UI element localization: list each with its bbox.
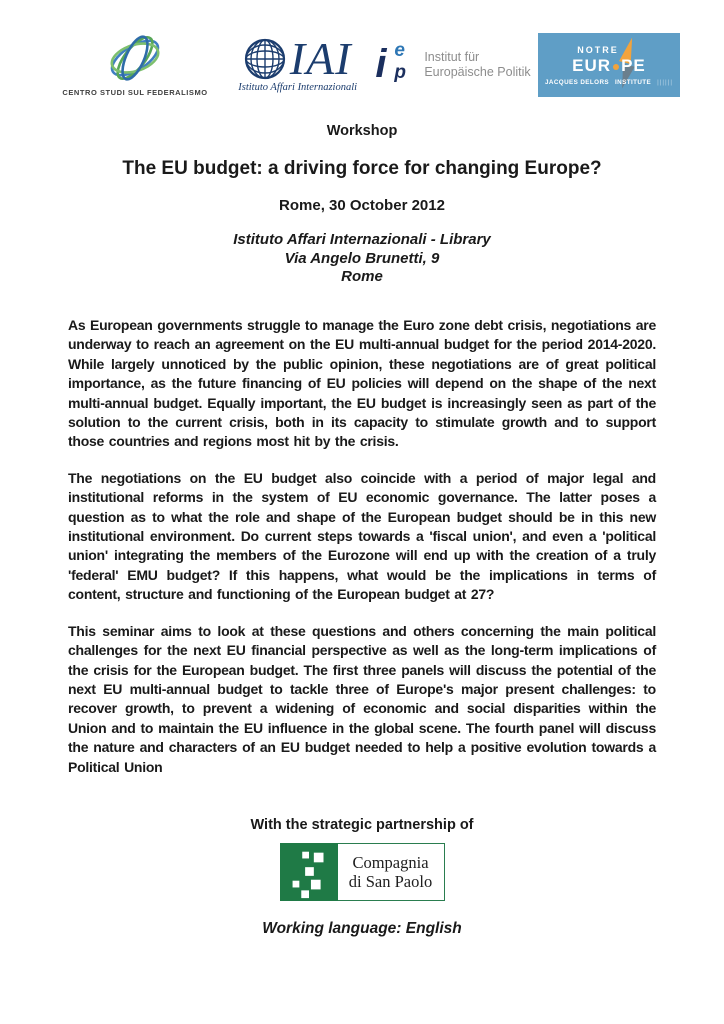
paragraph-2: The negotiations on the EU budget also coincide with a period of major legal and institutional reforms in the system of EU economic governance. The latter poses a question as to what the role and shape of the European budget should be in this new institutional environment. Do current steps towards a 'fiscal union', and even a 'political union' integrating the members of the Eurozone will end up with the creation of a truly 'federal' EMU budget? If this happens, what would be the implications in terms of content, structure and functioning of the European budget at 27? xyxy=(68,469,656,603)
notre-europe-main-left: EUR xyxy=(572,55,612,75)
notre-europe-ticks: |||||| xyxy=(657,78,673,86)
iai-logo-caption: Istituto Affari Internazionali xyxy=(238,81,358,93)
notre-europe-main-word xyxy=(572,56,646,76)
csf-logo xyxy=(50,33,220,97)
csf-globe-icon xyxy=(99,33,171,85)
compagnia-logo-textbox xyxy=(338,843,445,901)
compagnia-di-san-paolo-logo xyxy=(0,843,724,901)
compagnia-green-mark-icon xyxy=(280,843,338,901)
notre-europe-sub-left: JACQUES DELORS xyxy=(544,78,609,86)
paragraph-1: As European governments struggle to manage the Euro zone debt crisis, negotiations are underway to reach an agreement on the EU multi-annual budget for the period 2014-2020. While largely unnoticed by the public opinion, these negotiations are of great political importance, as the future financing of EU policies will depend on the shape of the next multi-annual budget. Equally important, the EU budget is increasingly seen as part of the solution to the current crisis, both in its capacity to stimulate growth and to support those countries and regions most hit by the crisis. xyxy=(68,317,656,450)
orange-dot-icon xyxy=(613,64,619,70)
iep-caption-line2: Europäische Politik xyxy=(424,65,531,79)
iai-logo xyxy=(223,32,373,93)
compagnia-logo-line1: Compagnia xyxy=(352,853,429,872)
event-date: Rome, 30 October 2012 xyxy=(279,197,445,214)
iai-globe-icon xyxy=(244,38,286,80)
compagnia-logo-line2: di San Paolo xyxy=(348,872,433,891)
page-title: The EU budget: a driving force for changing Europe? xyxy=(122,158,602,179)
paragraph-3: This seminar aims to look at these questions and others concerning the main political challenges for the next EU financial perspective as well as the long-term implications of the crisis for the European budget. The first three panels will discuss the potential of the next EU multi-annual budget to tackle three of Europe's major present challenges: to recover growth, to prevent a widening of economic and social disparities within the Union and to maintain the EU influence in the global scene. The fourth panel will discuss the nature and characters of an EU budget needed to help a positive evolution towards a Political Union xyxy=(68,622,656,775)
iep-caption-line1: Institut für xyxy=(424,49,480,64)
iep-glyph-p: p xyxy=(394,62,406,83)
workshop-kicker: Workshop xyxy=(326,123,398,139)
notre-europe-logo xyxy=(538,33,680,97)
notre-europe-sub-right: INSTITUTE xyxy=(615,78,652,86)
notre-europe-main-right: PE xyxy=(621,55,646,75)
iai-logo-top xyxy=(244,32,352,84)
iep-logo xyxy=(375,40,535,87)
event-venue xyxy=(0,231,724,287)
body-text xyxy=(68,316,656,794)
venue-line: Istituto Affari Internazionali - Library xyxy=(233,231,491,248)
csf-logo-caption: CENTRO STUDI SUL FEDERALISMO xyxy=(62,88,208,97)
venue-line: Via Angelo Brunetti, 9 xyxy=(284,249,440,267)
working-language-note: Working language: English xyxy=(262,920,462,937)
partnership-intro: With the strategic partnership of xyxy=(250,817,474,833)
header-logo-row xyxy=(50,26,680,104)
iep-glyph-e: e xyxy=(394,40,405,61)
notre-europe-subtitle xyxy=(545,79,673,86)
venue-line: Rome xyxy=(341,268,383,285)
compagnia-logo-inner xyxy=(280,843,445,901)
iep-glyph-i: i xyxy=(375,42,387,86)
iep-monogram-icon xyxy=(375,40,415,87)
iep-logo-caption xyxy=(424,50,530,81)
iai-acronym: IAI xyxy=(289,32,352,84)
notre-europe-top-word: NOTRE xyxy=(577,44,619,55)
notre-europe-logo-text xyxy=(538,33,680,97)
